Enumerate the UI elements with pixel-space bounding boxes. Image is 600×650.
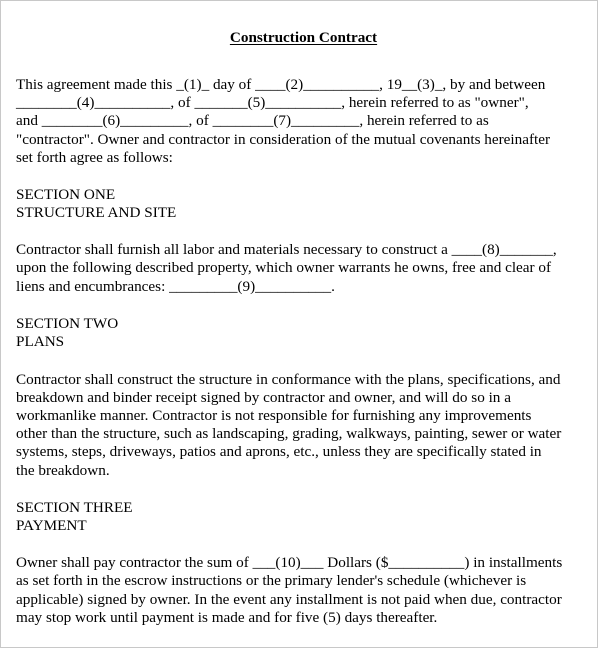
section-two-line-4: other than the structure, such as landscaping, grading, walkways, painting, sewer or water xyxy=(16,425,562,442)
section-two-line-3: workmanlike manner. Contractor is not responsible for furnishing any improvements xyxy=(16,407,532,424)
section-one-heading: SECTION ONE xyxy=(16,186,116,203)
section-three-line-3: applicable) signed by owner. In the event any installment is not paid when due, contractor xyxy=(16,591,562,608)
section-two-heading: SECTION TWO xyxy=(16,315,119,332)
section-one-line-1: Contractor shall furnish all labor and materials necessary to construct a ____(8)_______, xyxy=(16,241,557,258)
section-three-subheading: PAYMENT xyxy=(16,517,87,534)
section-three-line-4: may stop work until payment is made and for five (5) days thereafter. xyxy=(16,609,438,626)
intro-line-5: set forth agree as follows: xyxy=(16,149,173,166)
section-two-line-1: Contractor shall construct the structure in conformance with the plans, specifications, and xyxy=(16,371,561,388)
section-one-line-3: liens and encumbrances: _________(9)__________. xyxy=(16,278,335,295)
section-three-line-2: as set forth in the escrow instructions or the primary lender's schedule (whichever is xyxy=(16,572,527,589)
section-one-line-2: upon the following described property, which owner warrants he owns, free and clear of xyxy=(16,259,552,276)
intro-line-3: and ________(6)_________, of ________(7)_________, herein referred to as xyxy=(16,112,489,129)
section-two-line-5: systems, steps, driveways, patios and aprons, etc., unless they are specifically stated in xyxy=(16,443,542,460)
section-two-line-6: the breakdown. xyxy=(16,462,110,479)
section-three-heading: SECTION THREE xyxy=(16,499,133,516)
section-three-line-1: Owner shall pay contractor the sum of ___(10)___ Dollars ($__________) in installments xyxy=(16,554,563,571)
section-two-subheading: PLANS xyxy=(16,333,65,350)
intro-line-4: "contractor". Owner and contractor in consideration of the mutual covenants hereinafter xyxy=(16,131,551,148)
intro-line-1: This agreement made this _(1)_ day of ____(2)__________, 19__(3)_, by and between xyxy=(16,76,546,93)
document-title: Construction Contract xyxy=(229,29,378,46)
section-one-subheading: STRUCTURE AND SITE xyxy=(16,204,177,221)
section-two-line-2: breakdown and binder receipt signed by contractor and owner, and will do so in a xyxy=(16,389,511,406)
intro-line-2: ________(4)__________, of _______(5)__________, herein referred to as "owner", xyxy=(16,94,529,111)
